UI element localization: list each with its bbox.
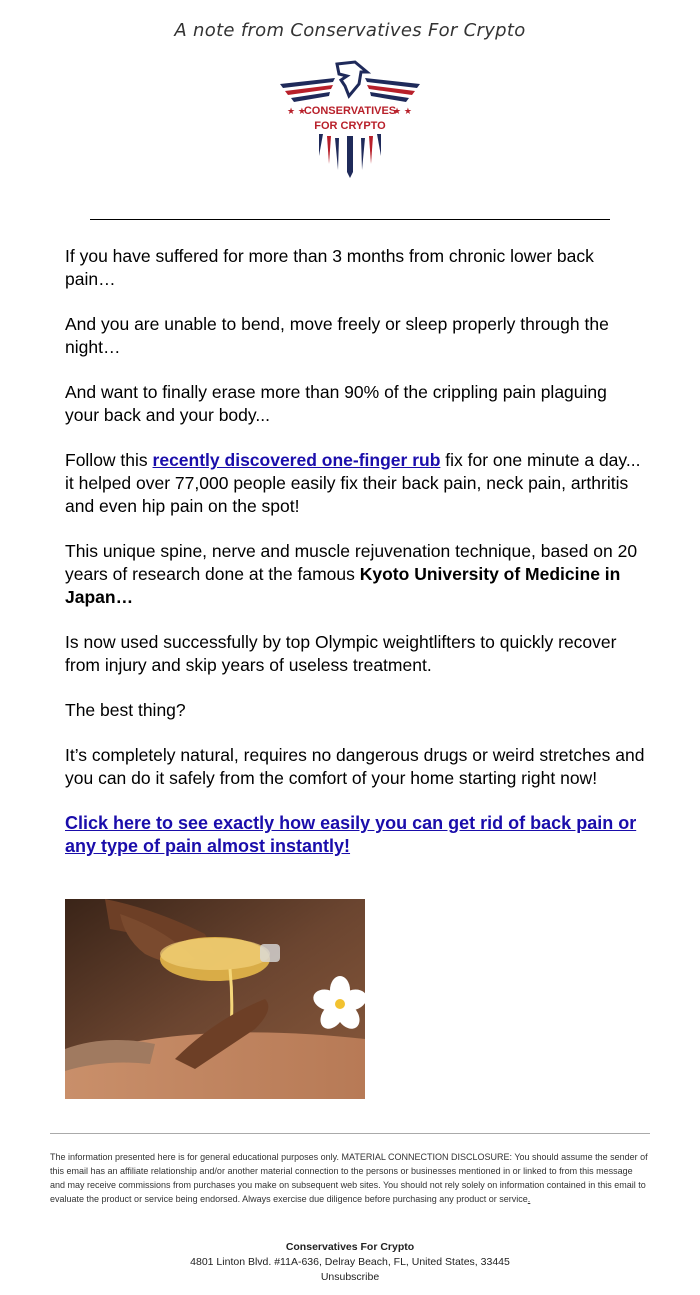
email-body bbox=[65, 245, 645, 880]
paragraph-5-start: This unique spine, nerve and muscle rejuvenation technique, based on 20 years of research done at the famous bbox=[65, 541, 638, 584]
massage-photo-illustration bbox=[65, 899, 365, 1099]
paragraph-4 bbox=[65, 449, 645, 518]
unsubscribe-link[interactable]: Unsubscribe bbox=[320, 1271, 380, 1283]
paragraph-6: Is now used successfully by top Olympic weightlifters to quickly recover from injury and skip years of useless treatment. bbox=[65, 632, 617, 675]
logo-line2: FOR CRYPTO bbox=[314, 120, 386, 132]
header-divider bbox=[90, 219, 610, 220]
header-note: A note from Conservatives For Crypto bbox=[174, 20, 526, 41]
paragraph-4-end: fix for one minute a day... it helped over 77,000 people easily fix their back pain, neck pain, arthritis and even hip pain on the spot! bbox=[65, 450, 641, 516]
cta-link[interactable]: Click here to see exactly how easily you can get rid of back pain or any type of pain almost instantly! bbox=[65, 813, 637, 856]
footer-divider bbox=[50, 1133, 650, 1134]
cta-paragraph bbox=[65, 812, 645, 858]
logo bbox=[275, 60, 425, 182]
paragraph-8: It’s completely natural, requires no dangerous drugs or weird stretches and you can do it safely from the comfort of your home starting right now! bbox=[65, 745, 645, 788]
svg-text:★ ★: ★ ★ bbox=[287, 107, 306, 117]
footer bbox=[0, 1240, 700, 1285]
paragraph-1: If you have suffered for more than 3 months from chronic lower back pain… bbox=[65, 246, 594, 289]
disclaimer bbox=[50, 1150, 650, 1206]
footer-org-name: Conservatives For Crypto bbox=[285, 1241, 415, 1253]
massage-oil-photo[interactable] bbox=[65, 899, 365, 1099]
paragraph-5 bbox=[65, 540, 645, 609]
footer-address: 4801 Linton Blvd. #11A-636, Delray Beach, FL, United States, 33445 bbox=[190, 1256, 510, 1268]
disclaimer-text: The information presented here is for general educational purposes only. MATERIAL CONNECTION DISCLOSURE: You should assume the sender of this email has an affiliate relationship and/or another material connection to the persons or businesses mentioned in or linked to from this message and may receive commissions from purchases you make on subsequent web sites. You should not rely solely on information contained in this email to evaluate the product or service being endorsed. Always exercise due diligence before purchasing any product or service bbox=[50, 1152, 648, 1204]
svg-text:★ ★: ★ ★ bbox=[393, 107, 412, 117]
disclaimer-end: . bbox=[527, 1194, 531, 1204]
one-finger-rub-link[interactable]: recently discovered one-finger rub bbox=[152, 450, 441, 470]
paragraph-2: And you are unable to bend, move freely or sleep properly through the night… bbox=[65, 314, 609, 357]
paragraph-4-start: Follow this bbox=[65, 450, 153, 470]
eagle-stars-logo-icon bbox=[275, 60, 425, 182]
logo-line1: CONSERVATIVES bbox=[303, 105, 397, 117]
paragraph-3: And want to finally erase more than 90% of the crippling pain plaguing your back and your body... bbox=[65, 382, 607, 425]
kyoto-university-text: Kyoto University of Medicine in Japan… bbox=[65, 564, 621, 607]
paragraph-7: The best thing? bbox=[65, 700, 186, 720]
